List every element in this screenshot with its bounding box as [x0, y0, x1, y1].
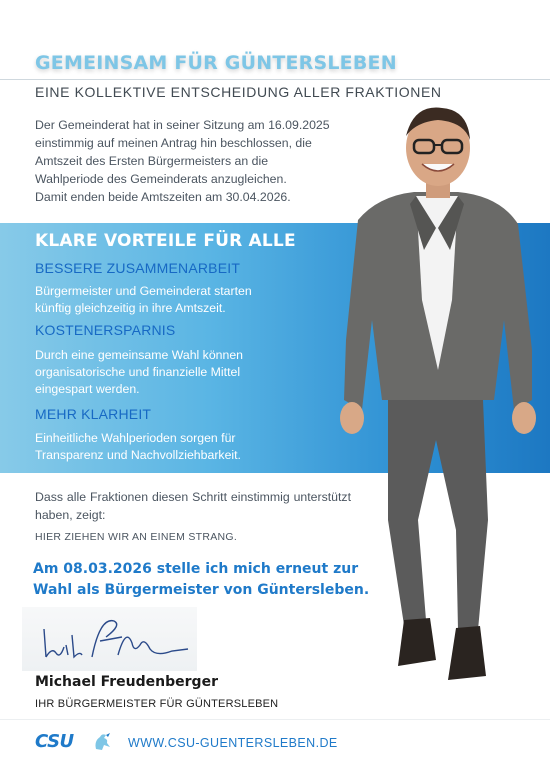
benefit-heading-clarity: MEHR KLARHEIT	[35, 406, 152, 422]
benefit-line: Transparenz und Nachvollziehbarkeit.	[35, 448, 241, 462]
intro-line: Amtszeit des Ersten Bürgermeisters an die	[35, 154, 269, 168]
benefit-line: organisatorische und finanzielle Mittel	[35, 365, 241, 379]
candidate-portrait	[318, 100, 550, 710]
title-divider	[0, 79, 550, 80]
benefit-heading-savings: KOSTENERSPARNIS	[35, 322, 176, 338]
csu-logo: CSU	[35, 731, 74, 752]
footer-divider	[0, 719, 550, 720]
intro-line: einstimmig auf meinen Antrag hin beschlossen, die	[35, 136, 312, 150]
intro-line: Damit enden beide Amtszeiten am 30.04.2026.	[35, 190, 291, 204]
bavarian-lion-icon	[90, 731, 114, 753]
benefits-title: KLARE VORTEILE FÜR ALLE	[35, 231, 296, 251]
page-subtitle: EINE KOLLEKTIVE ENTSCHEIDUNG ALLER FRAKTIONEN	[35, 84, 442, 100]
benefit-line: Einheitliche Wahlperioden sorgen für	[35, 431, 236, 445]
announcement-line: Am 08.03.2026 stelle ich mich erneut zur	[33, 561, 359, 577]
signer-role: IHR BÜRGERMEISTER FÜR GÜNTERSLEBEN	[35, 698, 279, 710]
benefit-text-savings	[35, 347, 335, 398]
intro-line: Der Gemeinderat hat in seiner Sitzung am 16.09.2025	[35, 118, 330, 132]
closing-paragraph: Dass alle Fraktionen diesen Schritt einstimmig unterstützt haben, zeigt:	[35, 490, 351, 522]
handwritten-signature	[22, 607, 197, 671]
slogan: HIER ZIEHEN WIR AN EINEM STRANG.	[35, 531, 238, 543]
website-link[interactable]: WWW.CSU-GUENTERSLEBEN.DE	[128, 736, 338, 750]
benefit-line: Durch eine gemeinsame Wahl können	[35, 348, 244, 362]
benefit-heading-collaboration: BESSERE ZUSAMMENARBEIT	[35, 260, 241, 276]
intro-line: Wahlperiode des Gemeinderats anzugleichen.	[35, 172, 287, 186]
benefit-line: eingespart werden.	[35, 382, 140, 396]
benefit-text-clarity	[35, 430, 335, 464]
benefit-line: Bürgermeister und Gemeinderat starten	[35, 284, 252, 298]
signer-name: Michael Freudenberger	[35, 674, 218, 690]
benefit-text-collaboration	[35, 283, 335, 317]
announcement	[33, 559, 413, 601]
page-title: GEMEINSAM FÜR GÜNTERSLEBEN	[35, 52, 397, 74]
benefit-line: künftig gleichzeitig in ihre Amtszeit.	[35, 301, 226, 315]
announcement-line: Wahl als Bürgermeister von Güntersleben.	[33, 582, 370, 598]
